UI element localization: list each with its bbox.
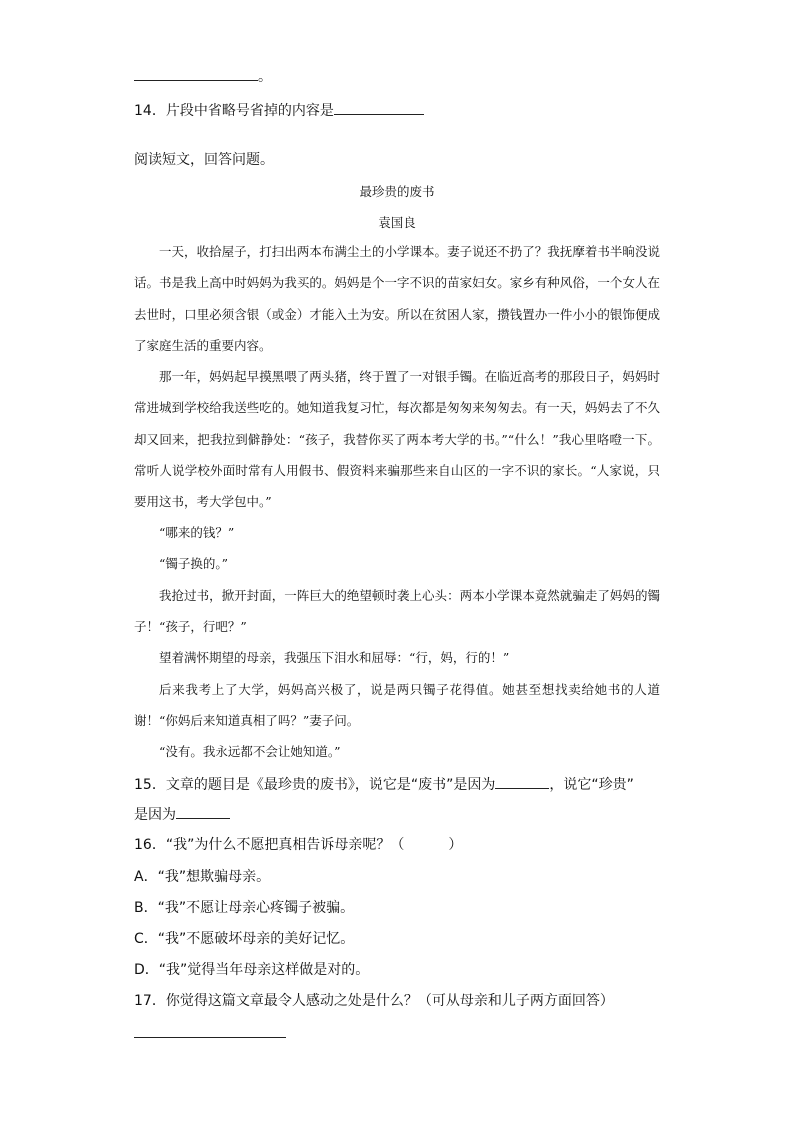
question-15-blank-1[interactable] [495,774,549,789]
question-16-close: ） [448,837,463,853]
question-15-part2: ，说它“珍贵” [549,777,634,793]
article-paragraph-2: 那一年，妈妈起早摸黑喂了两头猪，终于置了一对银手镯。在临近高考的那段日子，妈妈时常进城到学校给我送些吃的。她知道我复习忙，每次都是匆匆来匆匆去。有一天，妈妈去了不久却又回来，把我拉到僻静处：“孩子，我替你买了两本考大学的书。”“什么！”我心里咯噔一下。常听人说学校外面时常有人用假书、假资料来骗那些来自山区的一字不识的家长。“人家说，只要用这书，考大学包中。” [134,369,660,510]
question-17-answer-line[interactable] [134,1037,286,1038]
article-paragraph-8: “没有。我永远都不会让她知道。” [159,744,341,759]
article-paragraph-6: 望着满怀期望的母亲，我强压下泪水和屈辱：“行，妈，行的！” [159,650,510,665]
question-15-line-1 [134,774,634,795]
question-16-stem: 16．“我”为什么不愿把真相告诉母亲呢？（ [134,837,405,853]
answer-line-prev [134,66,272,87]
article-paragraph-4: “镯子换的。” [159,556,229,571]
question-16-option-a: A．“我”想欺骗母亲。 [134,869,271,885]
question-14-blank[interactable] [334,100,424,115]
article-title: 最珍贵的废书 [359,184,435,199]
article-paragraph-3: “哪来的钱？” [159,525,235,540]
question-16-option-d: D．“我”觉得当年母亲这样做是对的。 [134,962,370,978]
article-author: 袁国良 [378,215,416,230]
question-16-option-b: B．“我”不愿让母亲心疼镯子被骗。 [134,900,355,916]
article-paragraph-5: 我抢过书，掀开封面，一阵巨大的绝望顿时袭上心头：两本小学课本竟然就骗走了妈妈的镯子！“孩子，行吧？” [134,588,660,635]
question-15-part1: 15．文章的题目是《最珍贵的废书》，说它是“废书”是因为 [134,777,496,793]
article-paragraph-1: 一天，收拾屋子，打扫出两本布满尘土的小学课本。妻子说还不扔了？我抚摩着书半晌没说话。书是我上高中时妈妈为我买的。妈妈是个一字不识的苗家妇女。家乡有种风俗，一个女人在去世时，口里必须含银（或金）才能入土为安。所以在贫困人家，攒钱置办一件小小的银饰便成了家庭生活的重要内容。 [134,244,660,353]
question-15-blank-2[interactable] [176,804,230,819]
question-17: 17．你觉得这篇文章最令人感动之处是什么？（可从母亲和儿子两方面回答） [134,993,614,1009]
reading-instruction: 阅读短文，回答问题。 [134,152,274,168]
question-16-option-c: C．“我”不愿破坏母亲的美好记忆。 [134,931,355,947]
question-14-text: 14．片段中省略号省掉的内容是 [134,103,334,119]
article-paragraph-7: 后来我考上了大学，妈妈高兴极了，说是两只镯子花得值。她甚至想找卖给她书的人道谢！“你妈后来知道真相了吗？”妻子问。 [134,682,660,729]
question-16 [134,835,462,855]
question-14 [134,100,424,121]
question-15-part3: 是因为 [134,807,176,823]
end-mark: 。 [258,69,272,85]
question-15-line-2 [134,804,230,825]
blank-prev[interactable] [134,66,258,81]
